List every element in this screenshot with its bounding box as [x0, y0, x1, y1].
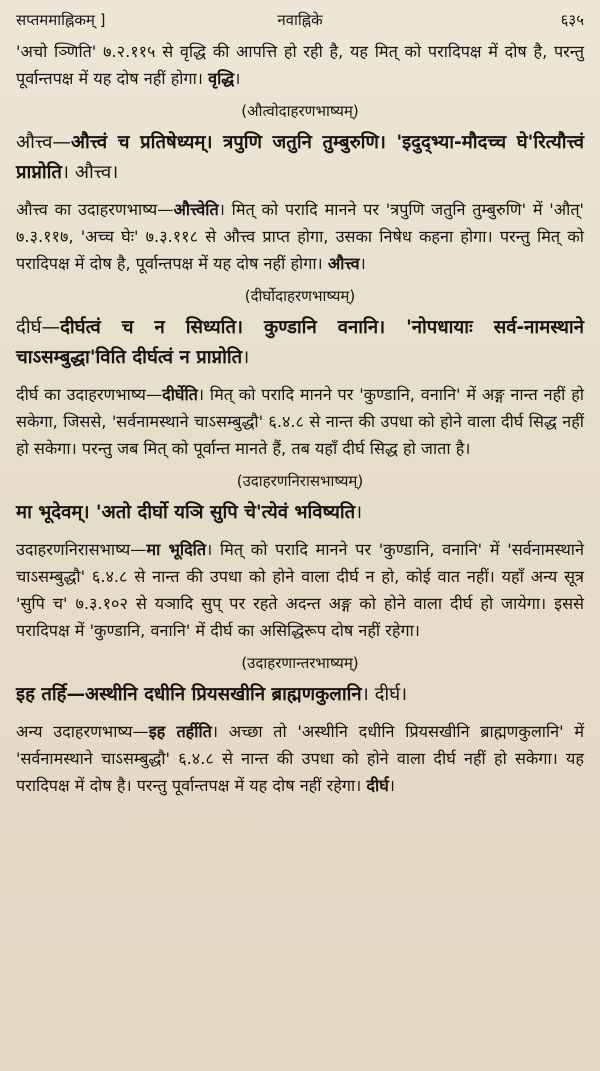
text-segment: 'अचो ञ्णिति' ७.२.११५ से वृद्धि की आपत्ति हो रही है, यह मित् को परादिपक्ष में दोष है, परन्तु पूर्वान्तपक्ष में यह दोष नहीं होगा।: [16, 42, 584, 88]
text-segment: ।: [234, 69, 241, 88]
section-heading: (उदाहरणनिरासभाष्यम्): [236, 472, 364, 490]
text-segment: ।: [359, 254, 366, 273]
text-segment: ।: [355, 502, 363, 523]
text-segment: दीर्घ का उदाहरणभाष्य—: [16, 385, 163, 404]
text-segment: औत्त्व का उदाहरणभाष्य—: [16, 200, 174, 219]
bold-text-segment: औत्त्वं च प्रतिषेध्यम्। त्रपुणि जतुनि तुम्बुरुणि। 'इदुद्भ्या-मौदच्च घे'रित्यौत्त्वं प्राप्नोति: [16, 132, 584, 183]
commentary-paragraph: [16, 718, 584, 799]
text-segment: ।: [242, 347, 250, 368]
text-segment: उदाहरणनिरासभाष्य—: [16, 540, 147, 559]
bold-text-segment: इह तर्हि—अस्थीनि दधीनि प्रियसखीनि ब्राह्मणकुलानि: [16, 684, 362, 705]
text-segment: अन्य उदाहरणभाष्य—: [16, 722, 149, 741]
text-segment: । मित् को परादि मानने पर 'कुण्डानि, वनानि' में 'सर्वनामस्थाने चाऽसम्बुद्धौ' ६.४.८ से नान्त की उपधा को होने वाला दीर्घ न हो, कोई वात नहीं। यहाँ अन्य सूत्र 'सुपि च' ७.३.१०२ से यञादि सुप् पर रहते अदन्त अङ्ग को होने वाला दीर्घ हो जायेगा। इससे परादिपक्ष में 'कुण्डानि, वनानि' में दीर्घ का असिद्धिरूप दोष नहीं रहेगा।: [16, 540, 584, 640]
running-head: [16, 0, 584, 38]
bold-text-segment: मा भूदिति: [146, 540, 207, 559]
section-heading: (औत्वोदाहरणभाष्यम्): [241, 102, 359, 120]
text-segment: ।: [388, 776, 395, 795]
text-segment: । दीर्घ।: [361, 684, 408, 705]
running-head-left: सप्तममाह्निकम् ]: [16, 11, 106, 29]
bhashya-text: [16, 313, 584, 373]
commentary-paragraph: [16, 381, 584, 462]
bhashya-text: [16, 128, 584, 188]
bold-text-segment: औत्त्व: [327, 254, 360, 273]
text-segment: । औत्त्व।: [61, 162, 119, 183]
text-segment: औत्त्व—: [16, 132, 71, 153]
text-segment: । मित् को परादि मानने पर 'कुण्डानि, वनानि' में अङ्ग नान्त नहीं हो सकेगा, जिससे, 'सर्वनामस्थाने चाऽसम्बुद्धौ' ६.४.८ से नान्त की उपधा को होने वाला दीर्घ सिद्ध नहीं हो सकेगा। परन्तु जब मित् को पूर्वान्त मानते हैं, तब यहाँ दीर्घ सिद्ध हो जाता है।: [16, 385, 584, 458]
commentary-paragraph: [16, 536, 584, 644]
commentary-paragraph: [16, 196, 584, 277]
bold-text-segment: दीर्घत्वं च न सिध्यति। कुण्डानि वनानि। 'नोपधायाः सर्व-नामस्थाने चाऽसम्बुद्धा'विति दीर्घत्वं न प्राप्नोति: [16, 317, 584, 368]
bhashya-text: [16, 680, 584, 710]
bold-text-segment: इह तर्हीति: [148, 722, 212, 741]
page-number: ६३५: [560, 11, 584, 29]
bold-text-segment: वृद्धि: [208, 69, 235, 88]
text-segment: । मित् को परादि मानने पर 'त्रपुणि जतुनि तुम्बुरुणि' में 'औत्' ७.३.११७, 'अच्च घेः' ७.३.११८ से औत्त्व प्राप्त होगा, उसका निषेध कहना होगा। परन्तु मित् को परादिपक्ष में दोष है, पूर्वान्तपक्ष में यह दोष नहीं होगा।: [16, 200, 584, 273]
page-body: [16, 38, 584, 799]
running-head-title: नवाह्निके: [277, 11, 323, 29]
section-heading: (दीर्घोदाहरणभाष्यम्): [244, 287, 356, 305]
bold-text-segment: दीर्घेति: [162, 385, 198, 404]
commentary-paragraph: [16, 38, 584, 92]
bhashya-text: [16, 498, 584, 528]
section-heading: (उदाहरणान्तरभाष्यम्): [241, 654, 359, 672]
bold-text-segment: औत्त्वेति: [173, 200, 219, 219]
text-segment: । अच्छा तो 'अस्थीनि दधीनि प्रियसखीनि ब्राह्मणकुलानि' में 'सर्वनामस्थाने चाऽसम्बुद्धौ' ६.४.८ से नान्त की उपधा को होने वाला दीर्घ नहीं हो सकेगा। यह परादिपक्ष में दोष है। परन्तु पूर्वान्तपक्ष में यह दोष नहीं रहेगा।: [16, 722, 584, 795]
bold-text-segment: दीर्घ: [366, 776, 389, 795]
text-segment: दीर्घ—: [16, 317, 61, 338]
bold-text-segment: मा भूदेवम्। 'अतो दीर्घो यञि सुपि चे'त्येवं भविष्यति: [16, 502, 356, 523]
